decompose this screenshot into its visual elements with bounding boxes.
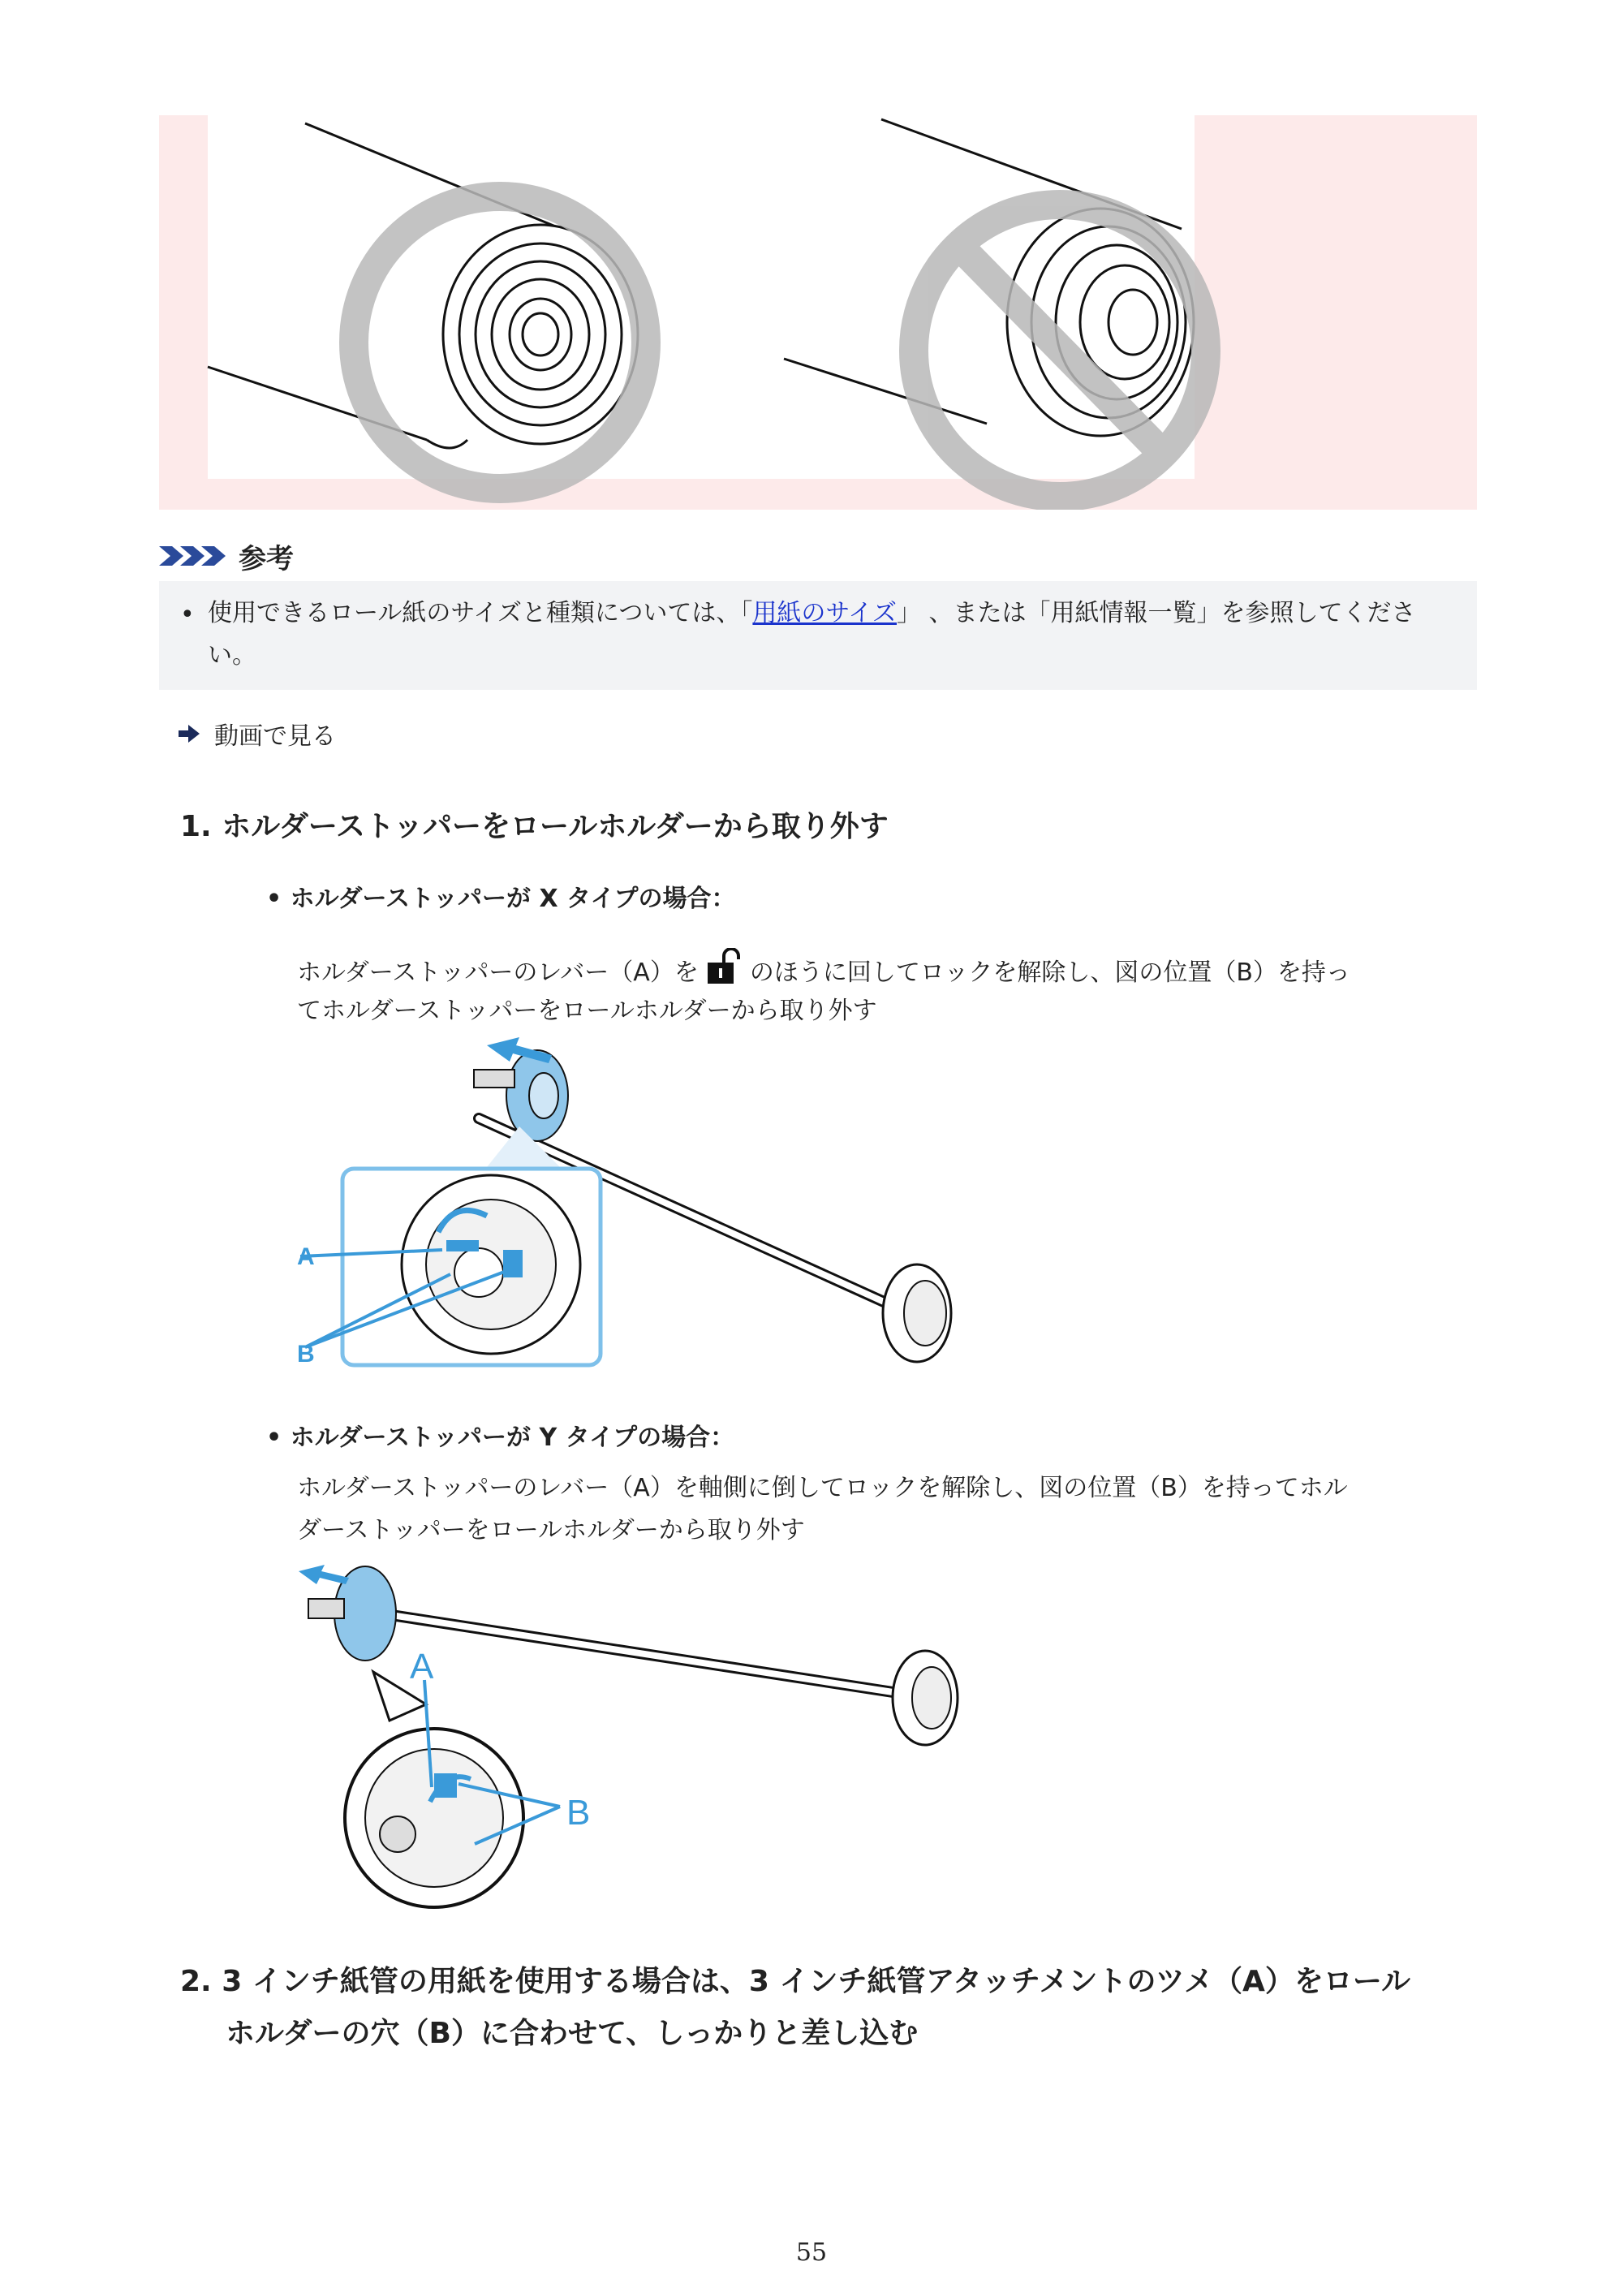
x-type-text-a: ホルダーストッパーのレバー（A）を (297, 958, 699, 987)
note-box (159, 581, 1477, 690)
step-2-line-1: 3 インチ紙管の用紙を使用する場合は、3 インチ紙管アタッチメントのツメ（A）をロール (222, 1965, 1411, 1998)
step-2-line-2: ホルダーの穴（B）に合わせて、しっかりと差し込む (226, 2017, 919, 2050)
note-text (208, 592, 1457, 677)
video-link-label: 動画で見る (214, 722, 336, 751)
step-2-number: 2. (180, 1965, 212, 1998)
note-chevrons-icon (159, 544, 229, 568)
x-type-instructions (297, 948, 1482, 1032)
x-type-text-b: のほうに回してロックを解除し、図の位置（B）を持っ (749, 958, 1350, 987)
note-text-before: 使用できるロール紙のサイズと種類については、「 (208, 599, 753, 627)
y-type-text-b: ダーストッパーをロールホルダーから取り外す (297, 1516, 805, 1544)
step-1-number: 1. (180, 810, 212, 843)
unlock-icon (706, 948, 742, 985)
video-link[interactable] (179, 716, 336, 752)
x-type-text-c: てホルダーストッパーをロールホルダーから取り外す (297, 997, 877, 1025)
y-label-a: A (410, 1647, 434, 1686)
step-1-title: ホルダーストッパーをロールホルダーから取り外す (222, 810, 889, 843)
page-number: 55 (795, 2238, 828, 2267)
bullet: • (266, 885, 282, 913)
note-bullet: • (180, 601, 195, 629)
note-heading: 参考 (239, 542, 294, 575)
bullet: • (266, 1424, 282, 1452)
note-header (159, 537, 294, 575)
y-label-b: B (566, 1793, 591, 1833)
y-type-stopper-figure (292, 1558, 974, 1915)
note-text-after: 」 、または「用紙情報一覧」を参照してください。 (208, 599, 1416, 670)
y-type-heading-text: ホルダーストッパーが Y タイプの場合： (290, 1424, 735, 1452)
y-type-heading (266, 1417, 734, 1453)
roll-orientation-figure (159, 115, 1477, 510)
step-2-heading (180, 1956, 1410, 2060)
x-type-heading (266, 878, 736, 914)
arrow-right-icon (179, 725, 200, 743)
x-label-b: B (297, 1341, 315, 1368)
x-type-stopper-figure (276, 1037, 974, 1378)
paper-size-link[interactable]: 用紙のサイズ (752, 599, 898, 627)
y-type-text-a: ホルダーストッパーのレバー（A）を軸側に倒してロックを解除し、図の位置（B）を持ってホル (297, 1474, 1348, 1502)
y-type-instructions (297, 1467, 1482, 1552)
step-1-heading (180, 803, 889, 845)
correct-roll-illustration (208, 123, 638, 448)
x-type-heading-text: ホルダーストッパーが X タイプの場合： (290, 885, 736, 913)
x-label-a: A (297, 1243, 315, 1270)
